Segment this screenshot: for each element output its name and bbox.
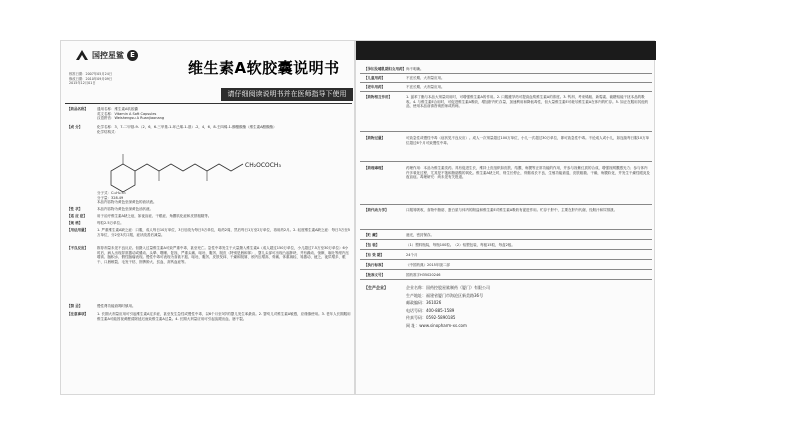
section-text: 国药准字H35020246	[406, 273, 441, 277]
section-label: 【药理毒理】	[364, 166, 385, 170]
section-label: 【注意事项】	[67, 312, 88, 316]
divider	[360, 239, 652, 240]
section-precautions	[67, 312, 351, 321]
section-label: 【有 效 期】	[364, 253, 384, 257]
section-contraindications	[67, 304, 351, 309]
section-storage	[364, 233, 650, 238]
section-text: 本品内容物为黄色至深黄色油状液。	[97, 207, 153, 211]
section-label: 【成 分】	[67, 125, 83, 129]
section-text: 尚不明确。	[406, 67, 424, 71]
maker-line: 传真号码：0592-5890185	[406, 315, 456, 320]
section-strength	[67, 221, 351, 226]
molecular-formula: 分子式：C₂₂H₃₂O₂	[97, 191, 126, 195]
divider	[360, 204, 652, 205]
section-label: 【包 装】	[364, 243, 380, 247]
section-label: 【药物相互作用】	[364, 95, 392, 99]
section-label: 【儿童用药】	[364, 76, 385, 80]
section-label: 【禁 忌】	[67, 304, 83, 308]
divider	[360, 229, 652, 230]
section-adverse-reactions	[67, 246, 351, 264]
divider	[360, 269, 652, 270]
section-text: 可致急性或慢性中毒（症状见不良反应）。成人一次剂量超过100万单位，小儿一次超过30万单位，即可致急性中毒。不论成人或小儿，如连续每日服10万单位超过6个月可致慢性中毒。	[406, 136, 650, 145]
section-label: 【药物过量】	[364, 136, 385, 140]
section-label: 【执行标准】	[364, 263, 385, 267]
section-text: 每粒2.5万单位。	[97, 221, 124, 225]
section-composition	[67, 125, 351, 134]
section-text: 用于治疗维生素A缺乏症，如夜盲症、干眼症、角膜软化症和皮肤粗糙等。	[97, 214, 212, 218]
excipient-note: 本品内容物为黄色至深黄色的油状液。	[97, 200, 157, 205]
section-approval-number	[364, 273, 650, 278]
section-pregnancy	[364, 67, 650, 72]
drug-name-line: 通用名称：维生素A软胶囊	[97, 107, 138, 111]
leaflet-page-left	[60, 40, 355, 395]
divider	[65, 103, 352, 104]
section-label: 【药品名称】	[67, 107, 88, 111]
section-label: 【贮 藏】	[364, 233, 380, 237]
divider	[360, 259, 652, 260]
section-label: 【规 格】	[67, 221, 83, 225]
shark-logo-icon	[75, 49, 89, 61]
section-text: 24个月	[406, 253, 418, 257]
section-text: 1. 长期大剂量应用可引起维生素A过多症，甚至发生急性或慢性中毒，以6个月至3岁的婴儿发生率最高。2. 婴幼儿对维生素A敏感，应谨慎使用。3. 老年人长期服用维生素A可能因视黄醛清除延迟而致维生素A过量。4. 长期大剂量应用可引起齿龈出血、唇干裂。	[97, 312, 351, 321]
section-geriatric	[364, 85, 650, 90]
warning-banner: 请仔细阅读说明书并在医师指导下使用	[221, 88, 353, 101]
section-dosage	[67, 228, 351, 237]
drug-name-line: 汉语拼音：Weishengsu A Ruanjiaonang	[97, 116, 165, 121]
maker-line: 生产地址：福建省厦门市海沧区新美路36号	[406, 292, 484, 298]
section-label: 【药代动力学】	[364, 208, 389, 212]
section-text: 不宜长期、大剂量应用。	[406, 76, 445, 80]
section-pharmacology	[364, 166, 650, 180]
section-appearance	[67, 207, 351, 212]
section-text: 1. 严重维生素A缺乏症：口服，成人每日10万单位，3日后改为每日5万单位，给药2周，然后每日1万至2万单位，再用药2月。2. 轻度维生素A缺乏症：每日3万至5万单位，分2至3次口服，症状改善后减量。	[97, 228, 350, 237]
section-text: 口服易吸收，食物中脂肪、蛋白质与体内的胆盐和维生素E对维生素A吸收有促进作用。贮存于肝中，主要在肝内代谢，经胆汁和尿排泄。	[406, 208, 618, 212]
section-label: 【孕妇及哺乳期妇女用药】	[364, 67, 406, 71]
section-text: 不宜长期、大剂量应用。	[406, 85, 445, 89]
meta-line: 修改日期：2010年09月09日	[69, 76, 113, 81]
section-pediatric	[364, 76, 650, 81]
section-text: 慢性肾功能衰竭时慎用。	[97, 304, 136, 308]
section-label: 【性 状】	[67, 207, 83, 211]
structure-caption: 化学结构式：	[97, 129, 118, 134]
section-shelf-life	[364, 253, 650, 258]
drug-name-line: 英文名称：Vitamin A Soft Capsules	[97, 111, 157, 116]
section-pharmacokinetics	[364, 208, 650, 213]
molecular-weight: 分子量：328.49	[97, 195, 124, 200]
section-label: 【老年用药】	[364, 85, 385, 89]
divider	[360, 73, 652, 74]
divider	[360, 91, 652, 92]
divider	[360, 82, 652, 83]
section-label: 【生产企业】	[364, 285, 388, 290]
section-label: 【用法用量】	[67, 228, 88, 232]
section-package	[364, 243, 650, 248]
section-indications	[67, 214, 351, 219]
header-bar	[356, 41, 656, 60]
section-manufacturer	[364, 284, 650, 329]
document-title: 维生素A软胶囊说明书	[188, 59, 340, 77]
chemical-structure-image	[101, 143, 291, 193]
divider	[360, 161, 652, 162]
leaflet-page-right	[355, 40, 655, 395]
section-label: 【不良反应】	[67, 246, 88, 250]
section-text: 《中国药典》2015年版二部	[406, 263, 450, 267]
divider	[360, 249, 652, 250]
divider	[360, 279, 652, 280]
section-text: 1. 氯苯丁酯与本品大剂量同用时，可增强维生素A的作用。2. 口服避孕药可提高血浆维生素A的浓度。3. 钙剂、考来烯胺、新霉素、硫糖铝能干扰本品的吸收。4. 与维生素E合用时，可促进维生素A吸收，增加肝内贮存量，加速利用和降低毒性，但大量维生素E可耗尽维生素A在体内的贮存。5. 如正在服用其他药品，使用本品前请咨询医师或药师。	[406, 95, 649, 109]
brand-badge-icon: E	[127, 50, 138, 61]
maker-line: 电话号码：400-885-1589	[406, 307, 455, 313]
meta-line: 2015年12月01日	[69, 81, 96, 86]
section-text: 推荐剂量未见不良反应。但摄入过量维生素A可致严重中毒，甚至死亡。急性中毒发生于大量摄入维生素A（成人超过150万单位，小儿超过7.5万至30万单位）6小时后，病人出现异常激动或骚动、头晕、嗜睡、复视、严重头痛、呕吐、腹泻、脱皮（特别是唇和掌），婴儿头部可出现凸起肿块，并有躁动、惊厥、呕吐等颅内压增高、脑积水、假性脑瘤表现。慢性中毒可表现为食欲不振、呕吐、腹泻、皮肤发痒、干燥和脱屑、颅内压增高、骨痛、体重减轻、易激动、疲乏、夜尿增多、眼干、口唇皲裂、毛发干枯、肝脾肿大、贫血、高钙血症等。	[97, 246, 349, 264]
section-interactions	[364, 95, 650, 109]
maker-website: 网 址：www.sinopharm-xs.com	[406, 322, 467, 328]
brand-name: 国控星鲨	[92, 50, 124, 60]
section-label: 【批准文号】	[364, 273, 385, 277]
section-text: （1）塑料瓶装，每瓶100粒。（2）铝塑包装，每板15粒，每盒2板。	[406, 243, 515, 247]
section-label: 【适 应 症】	[67, 214, 87, 218]
meta-line: 核准日期：2007年05月24日	[69, 72, 113, 76]
section-text: 药理作用：本品为维生素类药。具有促进生长，维持上皮组织如皮肤、结膜、角膜等正常功能的作用，并参与视紫红质的合成，增强视网膜感光力；参与体内许多氧化过程，尤其是不饱和脂肪酸的氧化。维生素A缺乏时，则生长停止，骨骼成长不良，生殖功能衰退，皮肤粗糙、干燥，角膜软化，并发生干燥性眼炎及夜盲症。毒理研究：尚未见有关报道。	[406, 166, 650, 180]
chemical-name: 化学名称：3，7-二甲基-9-（2，6，6-三甲基-1-环己烯-1-基）-2，4，6，8-壬四烯-1-醇醋酸酯（维生素A醋酸酯）	[97, 125, 277, 129]
maker-line: 邮政编码：361026	[406, 300, 442, 305]
structure-group-label: CH₂OCOCH₃	[245, 162, 281, 169]
section-standard	[364, 263, 650, 268]
brand-logo	[75, 49, 138, 61]
section-text: 遮光，密封保存。	[406, 233, 434, 237]
section-overdose	[364, 136, 650, 145]
section-formula	[67, 191, 351, 205]
section-drug-name	[67, 107, 351, 121]
divider	[360, 131, 652, 132]
approval-dates	[69, 72, 179, 86]
maker-line: 企业名称：国药控股星鲨制药（厦门）有限公司	[406, 285, 490, 290]
